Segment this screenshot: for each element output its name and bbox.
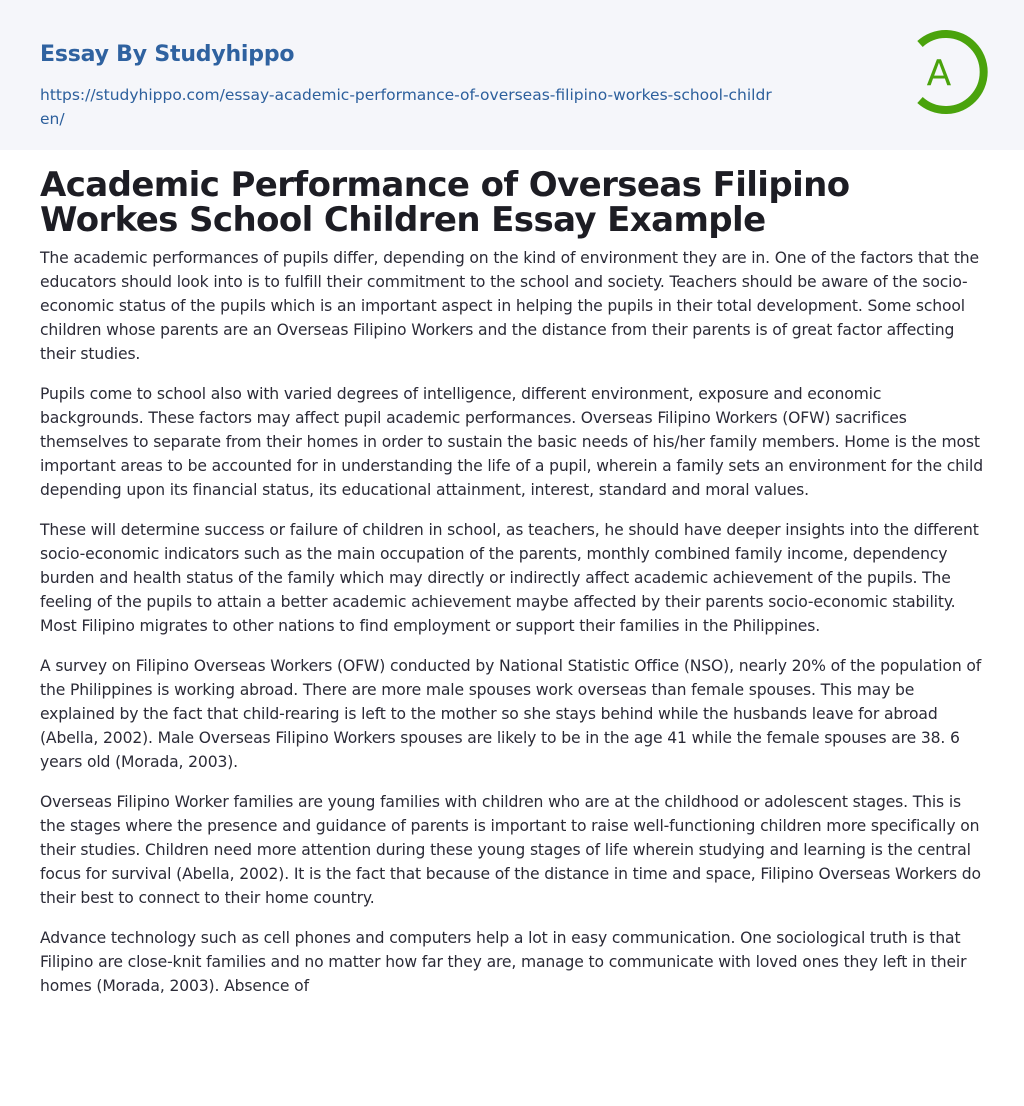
essay-url-link[interactable]: https://studyhippo.com/essay-academic-performance-of-overseas-filipino-workes-school-children/ xyxy=(40,86,772,128)
essay-paragraph: Overseas Filipino Worker families are young families with children who are at the childhood or adolescent stages. This is the stages where the presence and guidance of parents is important to raise well-functioning children more specifically on their studies. Children need more attention during these young stages of life wherein studying and learning is the central focus for survival (Abella, 2002). It is the fact that because of the distance in time and space, Filipino Overseas Workers do their best to connect to their home country. xyxy=(40,793,981,907)
logo-letter: A xyxy=(926,53,952,94)
studyhippo-logo-icon[interactable] xyxy=(908,28,990,116)
essay-paragraph: These will determine success or failure of children in school, as teachers, he should have deeper insights into the different socio-economic indicators such as the main occupation of the parents, monthly combined family income, dependency burden and health status of the family which may directly or indirectly affect academic achievement of the pupils. The feeling of the pupils to attain a better academic achievement maybe affected by their parents socio-economic stability. Most Filipino migrates to other nations to find employment or support their families in the Philippines. xyxy=(40,521,979,635)
essay-paragraph: The academic performances of pupils differ, depending on the kind of environment they are in. One of the factors that the educators should look into is to fulfill their commitment to the school and society. Teachers should be aware of the socio-economic status of the pupils which is an important aspect in helping the pupils in their total development. Some school children whose parents are an Overseas Filipino Workers and the distance from their parents is of great factor affecting their studies. xyxy=(40,249,979,363)
site-title: Essay By Studyhippo xyxy=(40,42,295,67)
site-header xyxy=(0,0,1024,150)
essay-content xyxy=(0,150,1024,998)
logo-arc-icon xyxy=(908,28,990,116)
essay-title: Academic Performance of Overseas Filipino Workes School Children Essay Example xyxy=(40,165,850,240)
essay-paragraph: Pupils come to school also with varied degrees of intelligence, different environment, exposure and economic backgrounds. These factors may affect pupil academic performances. Overseas Filipino Workers (OFW) sacrifices themselves to separate from their homes in order to sustain the basic needs of his/her family members. Home is the most important areas to be accounted for in understanding the life of a pupil, wherein a family sets an environment for the child depending upon its financial status, its educational attainment, interest, standard and moral values. xyxy=(40,385,983,499)
essay-paragraph: A survey on Filipino Overseas Workers (OFW) conducted by National Statistic Office (NSO), nearly 20% of the population of the Philippines is working abroad. There are more male spouses work overseas than female spouses. This may be explained by the fact that child-rearing is left to the mother so she stays behind while the husbands leave for abroad (Abella, 2002). Male Overseas Filipino Workers spouses are likely to be in the age 41 while the female spouses are 38. 6 years old (Morada, 2003). xyxy=(40,657,982,771)
essay-paragraph: Advance technology such as cell phones and computers help a lot in easy communication. One sociological truth is that Filipino are close-knit families and no matter how far they are, manage to communicate with loved ones they left in their homes (Morada, 2003). Absence of xyxy=(40,929,967,995)
